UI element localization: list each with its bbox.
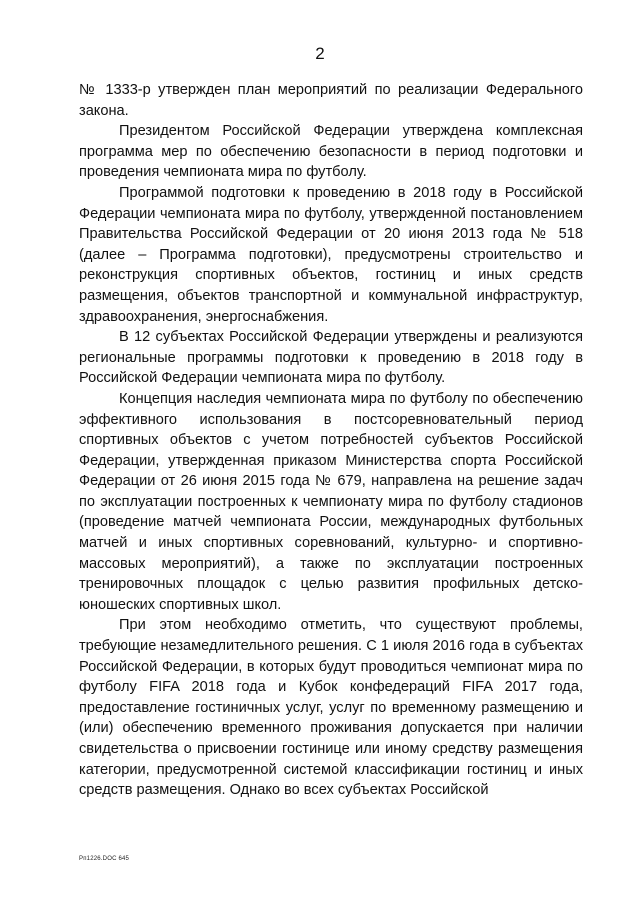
paragraph-continuation: № 1333-р утвержден план мероприятий по реализации Федерального закона. — [79, 82, 583, 119]
paragraph-problems: При этом необходимо отметить, что существуют проблемы, требующие незамедлительного решения. С 1 июля 2016 года в субъектах Российской Федерации, в которых будут проводиться чемпионат мира по футболу FIFA 2018 года и Кубок конфедераций FIFA 2017 года, предоставление гостиничных услуг, услуг по временному размещению и (или) обеспечению временного проживания допускается при наличии свидетельства о присвоении гостинице или иному средству размещения категории, предусмотренной системой классификации гостиниц и иных средств размещения. Однако во всех субъектах Российской — [79, 617, 583, 799]
paragraph-regional-programs: В 12 субъектах Российской Федерации утверждены и реализуются региональные программы подготовки к проведению в 2018 году в Российской Федерации чемпионата мира по футболу. — [79, 329, 583, 387]
paragraph-security-program: Президентом Российской Федерации утверждена комплексная программа мер по обеспечению безопасности в период подготовки и проведения чемпионата мира по футболу. — [79, 123, 583, 181]
page-number: 2 — [315, 44, 325, 63]
paragraph-preparation-program: Программой подготовки к проведению в 2018 году в Российской Федерации чемпионата мира по футболу, утвержденной постановлением Правительства Российской Федерации от 20 июня 2013 года № 518 (далее – Программа подготовки), предусмотрены строительство и реконструкция спортивных объектов, гостиниц и иных средств размещения, объектов транспортной и коммунальной инфраструктур, здравоохранения, энергоснабжения. — [79, 184, 583, 325]
document-body — [79, 80, 583, 801]
paragraph-legacy-concept: Концепция наследия чемпионата мира по футболу по обеспечению эффективного использования в постсоревновательный период спортивных объектов с учетом потребностей субъектов Российской Федерации, утвержденная приказом Министерства спорта Российской Федерации от 26 июня 2015 года № 679, направлена на решение задач по эксплуатации построенных к чемпионату мира по футболу стадионов (проведение матчей чемпионата России, международных футбольных матчей и иных спортивных соревнований, культурно- и спортивно-массовых мероприятий), а также по эксплуатации построенных тренировочных площадок с целью развития профильных детско-юношеских спортивных школ. — [79, 390, 583, 613]
footer-document-code: Рп1226.DOC 645 — [79, 856, 130, 862]
